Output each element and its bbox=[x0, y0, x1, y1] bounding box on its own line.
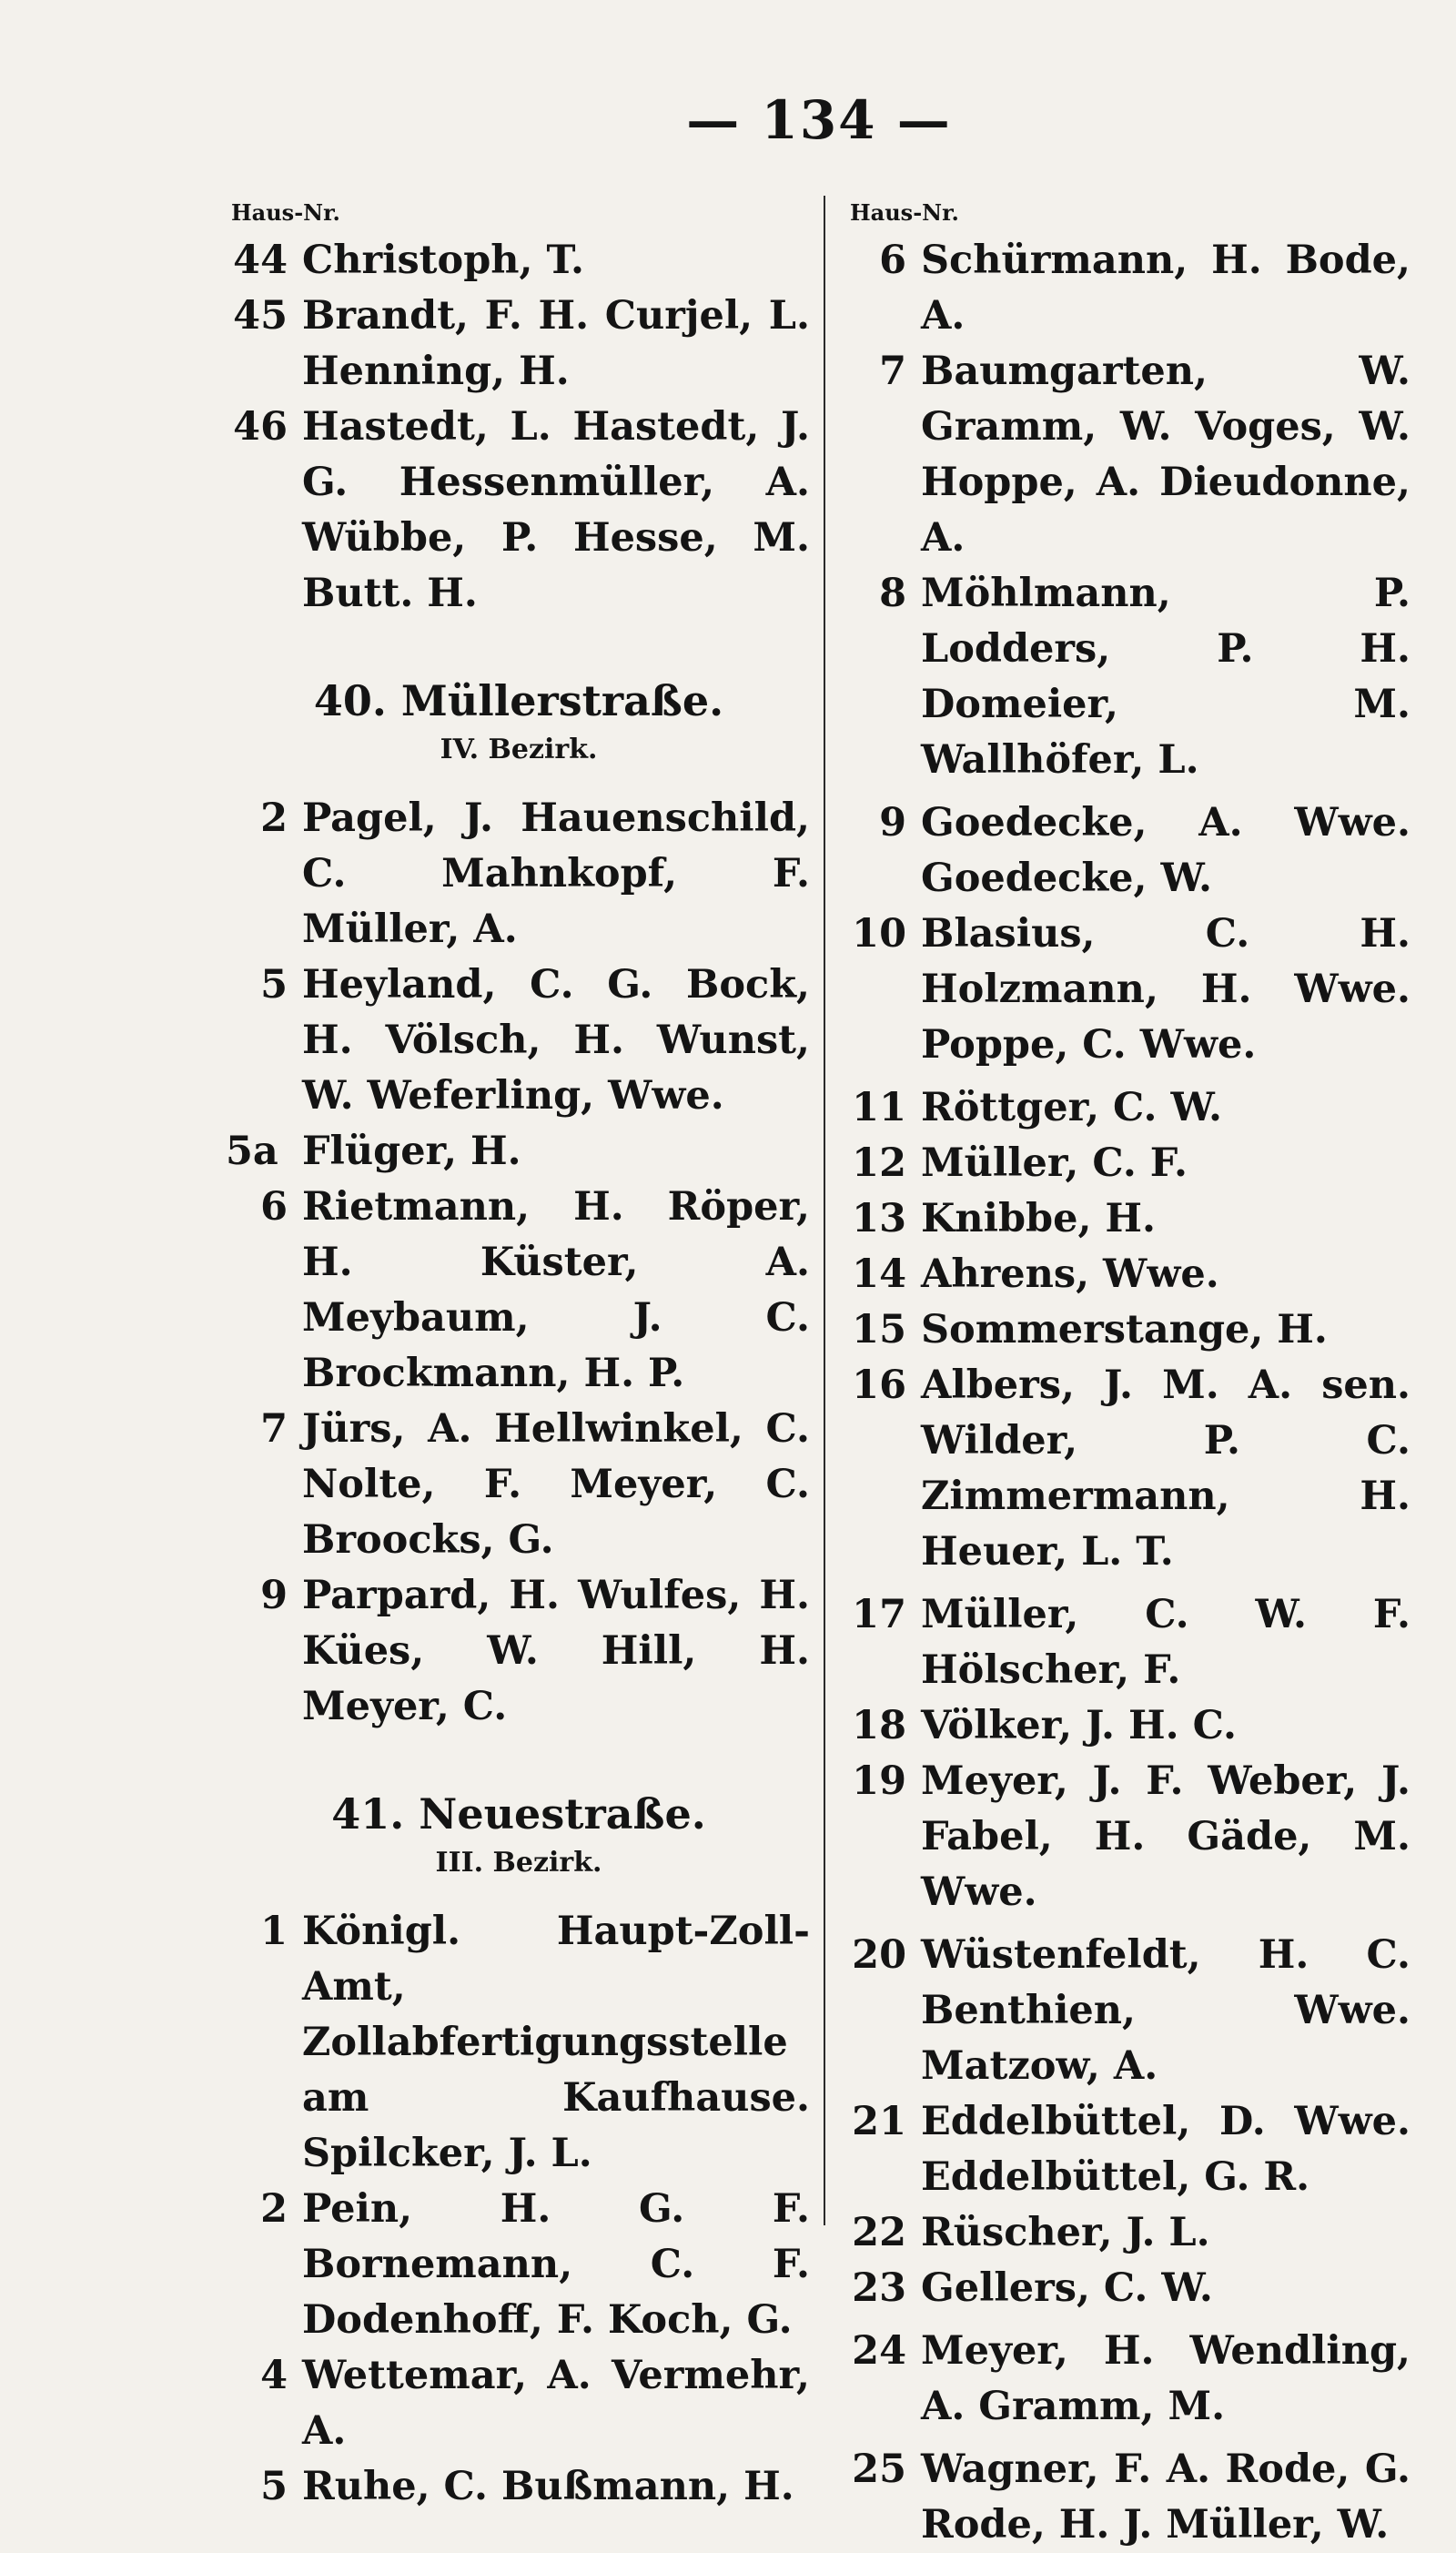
house-entry bbox=[846, 2205, 1410, 2261]
residents: Wagner, F. A. Rode, G. Rode, H. J. Müller, W. bbox=[921, 2447, 1410, 2548]
residents: Goedecke, A. Wwe. Goedecke, W. bbox=[921, 800, 1410, 901]
house-number: 2 bbox=[260, 2186, 288, 2232]
house-number: 16 bbox=[852, 1363, 906, 1408]
house-number: 24 bbox=[852, 2328, 906, 2374]
district-label: III. Bezirk. bbox=[435, 1847, 602, 1879]
residents: Rietmann, H. Röper, H. Küster, A. Meybaum, J. C. Brockmann, H. P. bbox=[302, 1184, 810, 1396]
residents: Meyer, H. Wendling, A. Gramm, M. bbox=[921, 2328, 1410, 2429]
house-entry bbox=[846, 344, 1410, 566]
right-column bbox=[846, 193, 1410, 2553]
residents: Albers, J. M. A. sen. Wilder, P. C. Zimmermann, H. Heuer, L. T. bbox=[921, 1363, 1410, 1575]
house-number: 25 bbox=[852, 2447, 906, 2492]
residents: Hastedt, L. Hastedt, J. G. Hessenmüller, A. Wübbe, P. Hesse, M. Butt. H. bbox=[302, 404, 810, 616]
residents: Völker, J. H. C. bbox=[921, 1703, 1238, 1748]
house-number: 11 bbox=[852, 1085, 906, 1130]
house-number: 14 bbox=[852, 1251, 906, 1297]
house-number: 6 bbox=[879, 238, 906, 283]
house-entry bbox=[846, 1080, 1410, 1136]
house-entry bbox=[228, 1402, 810, 1568]
house-number: 22 bbox=[852, 2210, 906, 2255]
house-number: 12 bbox=[852, 1140, 906, 1186]
house-number: 4 bbox=[260, 2353, 288, 2398]
residents: Müller, C. W. F. Hölscher, F. bbox=[921, 1592, 1410, 1693]
house-entry bbox=[228, 791, 810, 957]
residents: Pagel, J. Hauenschild, C. Mahnkopf, F. Müller, A. bbox=[302, 795, 810, 952]
house-number: 9 bbox=[260, 1573, 288, 1618]
house-entry bbox=[228, 2459, 810, 2515]
residents: Schürmann, H. Bode, A. bbox=[921, 238, 1410, 339]
house-number: 5 bbox=[260, 2464, 288, 2509]
house-number: 46 bbox=[233, 404, 288, 450]
spacer bbox=[846, 1073, 1410, 1080]
house-entry bbox=[228, 2348, 810, 2459]
house-entry bbox=[846, 233, 1410, 344]
house-entry bbox=[846, 1587, 1410, 1698]
residents: Ahrens, Wwe. bbox=[921, 1251, 1219, 1297]
house-number: 18 bbox=[852, 1703, 906, 1748]
house-entry bbox=[846, 2261, 1410, 2316]
house-entry bbox=[846, 2324, 1410, 2435]
house-entry bbox=[846, 1358, 1410, 1580]
house-entry bbox=[846, 1191, 1410, 1247]
house-number: 17 bbox=[852, 1592, 906, 1637]
spacer bbox=[846, 1920, 1410, 1928]
house-number: 5 bbox=[260, 962, 288, 1008]
house-entry bbox=[228, 1904, 810, 2182]
residents: Heyland, C. G. Bock, H. Völsch, H. Wunst, W. Weferling, Wwe. bbox=[302, 962, 810, 1119]
house-entry bbox=[846, 2094, 1410, 2205]
residents: Brandt, F. H. Curjel, L. Henning, H. bbox=[302, 293, 810, 394]
house-number: 44 bbox=[233, 238, 288, 283]
house-number-header: Haus-Nr. bbox=[850, 199, 959, 226]
house-entry bbox=[846, 1928, 1410, 2094]
house-entry bbox=[228, 2182, 810, 2348]
residents: Meyer, J. F. Weber, J. Fabel, H. Gäde, M. Wwe. bbox=[921, 1758, 1410, 1915]
residents: Baumgarten, W. Gramm, W. Voges, W. Hoppe, A. Dieudonne, A. bbox=[921, 349, 1410, 561]
residents: Wüstenfeldt, H. C. Benthien, Wwe. Matzow, A. bbox=[921, 1932, 1410, 2089]
page-number: — 134 — bbox=[686, 89, 952, 151]
spacer bbox=[846, 788, 1410, 795]
house-entry bbox=[846, 1698, 1410, 1754]
house-entry bbox=[228, 1124, 810, 1180]
house-entry bbox=[228, 1568, 810, 1735]
residents: Flüger, H. bbox=[302, 1129, 521, 1174]
residents: Eddelbüttel, D. Wwe. Eddelbüttel, G. R. bbox=[921, 2099, 1410, 2200]
house-number-header: Haus-Nr. bbox=[231, 199, 340, 226]
spacer bbox=[846, 1580, 1410, 1587]
house-number: 23 bbox=[852, 2265, 906, 2311]
house-entry bbox=[228, 400, 810, 622]
house-number: 5a bbox=[226, 1129, 278, 1174]
residents: Blasius, C. H. Holzmann, H. Wwe. Poppe, C. Wwe. bbox=[921, 911, 1410, 1068]
house-number: 9 bbox=[879, 800, 906, 846]
house-number: 2 bbox=[260, 795, 288, 841]
house-entry bbox=[846, 1136, 1410, 1191]
spacer bbox=[846, 2435, 1410, 2442]
residents: Christoph, T. bbox=[302, 238, 584, 283]
street-heading: 40. Müllerstraße. bbox=[313, 676, 724, 725]
residents: Königl. Haupt-Zoll-Amt, Zollabfertigungsstelle am Kaufhause. Spilcker, J. L. bbox=[302, 1909, 810, 2176]
column-divider bbox=[824, 196, 825, 2225]
residents: Jürs, A. Hellwinkel, C. Nolte, F. Meyer, C. Broocks, G. bbox=[302, 1406, 810, 1563]
house-number: 20 bbox=[852, 1932, 906, 1978]
residents: Müller, C. F. bbox=[921, 1140, 1188, 1186]
residents: Knibbe, H. bbox=[921, 1196, 1156, 1241]
house-number: 8 bbox=[879, 571, 906, 616]
residents: Möhlmann, P. Lodders, P. H. Domeier, M. Wallhöfer, L. bbox=[921, 571, 1410, 783]
residents: Pein, H. G. F. Bornemann, C. F. Dodenhoff, F. Koch, G. bbox=[302, 2186, 810, 2343]
house-number: 7 bbox=[879, 349, 906, 394]
house-entry bbox=[846, 1302, 1410, 1358]
house-number: 13 bbox=[852, 1196, 906, 1241]
house-entry bbox=[846, 907, 1410, 1073]
residents: Röttger, C. W. bbox=[921, 1085, 1223, 1130]
house-entry bbox=[846, 2442, 1410, 2553]
house-entry bbox=[846, 1754, 1410, 1920]
spacer bbox=[846, 2316, 1410, 2324]
house-number: 19 bbox=[852, 1758, 906, 1804]
house-number: 10 bbox=[852, 911, 906, 957]
house-entry bbox=[228, 233, 810, 289]
house-number: 6 bbox=[260, 1184, 288, 1230]
district-label: IV. Bezirk. bbox=[440, 734, 598, 765]
house-entry bbox=[846, 1247, 1410, 1302]
residents: Rüscher, J. L. bbox=[921, 2210, 1210, 2255]
house-number: 7 bbox=[260, 1406, 288, 1452]
residents: Wettemar, A. Vermehr, A. bbox=[302, 2353, 810, 2454]
house-number: 45 bbox=[233, 293, 288, 339]
house-entry bbox=[228, 957, 810, 1124]
house-entry bbox=[228, 1180, 810, 1402]
house-number: 1 bbox=[260, 1909, 288, 1954]
house-entry bbox=[228, 289, 810, 400]
house-number: 15 bbox=[852, 1307, 906, 1352]
residents: Sommerstange, H. bbox=[921, 1307, 1328, 1352]
house-entry bbox=[846, 566, 1410, 788]
house-entry bbox=[846, 795, 1410, 907]
residents: Parpard, H. Wulfes, H. Kües, W. Hill, H. Meyer, C. bbox=[302, 1573, 810, 1729]
house-number: 21 bbox=[852, 2099, 906, 2144]
street-heading: 41. Neuestraße. bbox=[331, 1789, 706, 1839]
residents: Ruhe, C. Bußmann, H. bbox=[302, 2464, 794, 2509]
residents: Gellers, C. W. bbox=[921, 2265, 1213, 2311]
left-column bbox=[228, 193, 810, 2515]
